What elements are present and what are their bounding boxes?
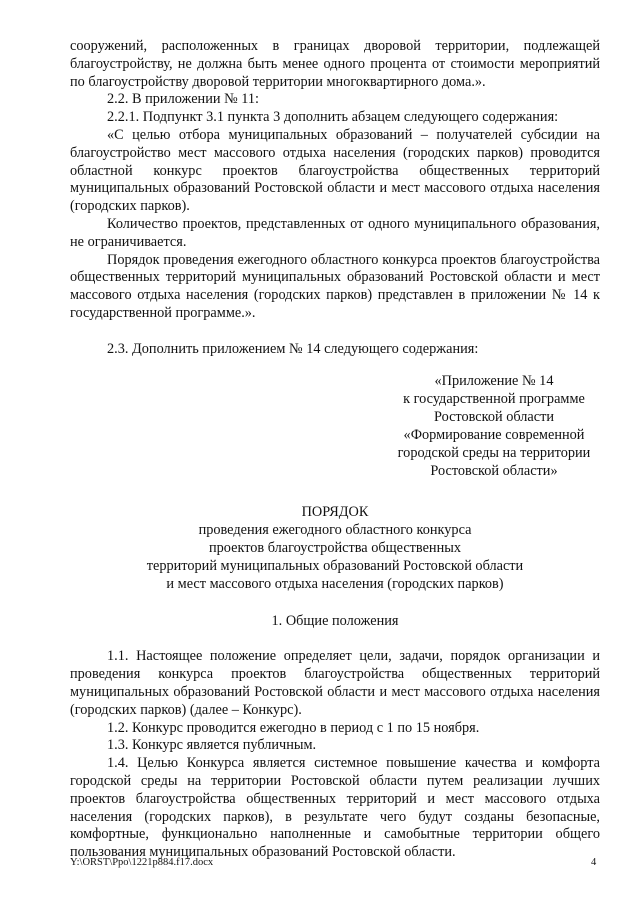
procedure-title: ПОРЯДОК (301, 503, 369, 520)
appendix-line: к государственной программе (403, 390, 585, 407)
appendix-line: «Формирование современной (403, 426, 585, 443)
appendix-line: Ростовской области (433, 408, 555, 425)
heading-line: и мест массового отдыха населения (городских парков) (166, 575, 504, 592)
paragraph: 2.2. В приложении № 11: (107, 91, 260, 108)
heading-line: территорий муниципальных образований Ростовской области (146, 557, 524, 574)
appendix-line: Ростовской области» (430, 462, 558, 479)
document-body (70, 38, 600, 862)
paragraph: 2.2.1. Подпункт 3.1 пункта 3 дополнить абзацем следующего содержания: (107, 109, 559, 126)
spacer (70, 323, 600, 341)
appendix-line: «Приложение № 14 (434, 372, 554, 389)
paragraph: Порядок проведения ежегодного областного конкурса проектов благоустройства общественных территорий муниципальных образований Ростовской области и мест массового отдыха населения (городских парков) представлен в приложении № 14 к государственной программе.». (70, 251, 600, 321)
procedure-heading (70, 503, 600, 593)
paragraph: 1.1. Настоящее положение определяет цели, задачи, порядок организации и проведения конкурса проектов благоустройства общественных территорий муниципальных образований Ростовской области и мест массового отдыха населения (городских парков) (далее – Конкурс). (70, 648, 600, 718)
appendix-note (388, 372, 600, 480)
paragraph: Количество проектов, представленных от одного муниципального образования, не ограничивается. (70, 215, 600, 250)
heading-line: проектов благоустройства общественных (208, 539, 461, 556)
section-title: 1. Общие положения (271, 612, 399, 629)
page-number: 4 (591, 857, 597, 868)
paragraph: сооружений, расположенных в границах дворовой территории, подлежащей благоустройству, не должна быть менее одного процента от стоимости мероприятий по благоустройству дворовой территории многоквартирного дома.». (70, 38, 600, 90)
paragraph: 1.3. Конкурс является публичным. (107, 737, 317, 754)
paragraph: 1.2. Конкурс проводится ежегодно в период с 1 по 15 ноября. (107, 719, 480, 736)
paragraph-2-3: 2.3. Дополнить приложением № 14 следующего содержания: (107, 340, 479, 357)
heading-line: проведения ежегодного областного конкурса (198, 521, 472, 538)
footer-file-path: Y:\ORST\Ppo\1221p884.f17.docx (70, 857, 214, 868)
paragraph: «С целью отбора муниципальных образований – получателей субсидии на благоустройство мест массового отдыха населения (городских парков) проводится областной конкурс проектов благоустройства общественных территорий муниципальных образований Ростовской области и мест массового отдыха населения (городских парков). (70, 126, 600, 215)
spacer (70, 630, 600, 648)
paragraph: 1.4. Целью Конкурса является системное повышение качества и комфорта городской среды на территории Ростовской области путем реализации лучших проектов благоустройства общественных территорий и мест массового отдыха населения (городских парков), в результате чего будут созданы безопасные, комфортные, функционально наполненные и самобытные территории общего пользования муниципальных образований Ростовской области. (70, 755, 600, 861)
appendix-line: городской среды на территории (397, 444, 591, 461)
